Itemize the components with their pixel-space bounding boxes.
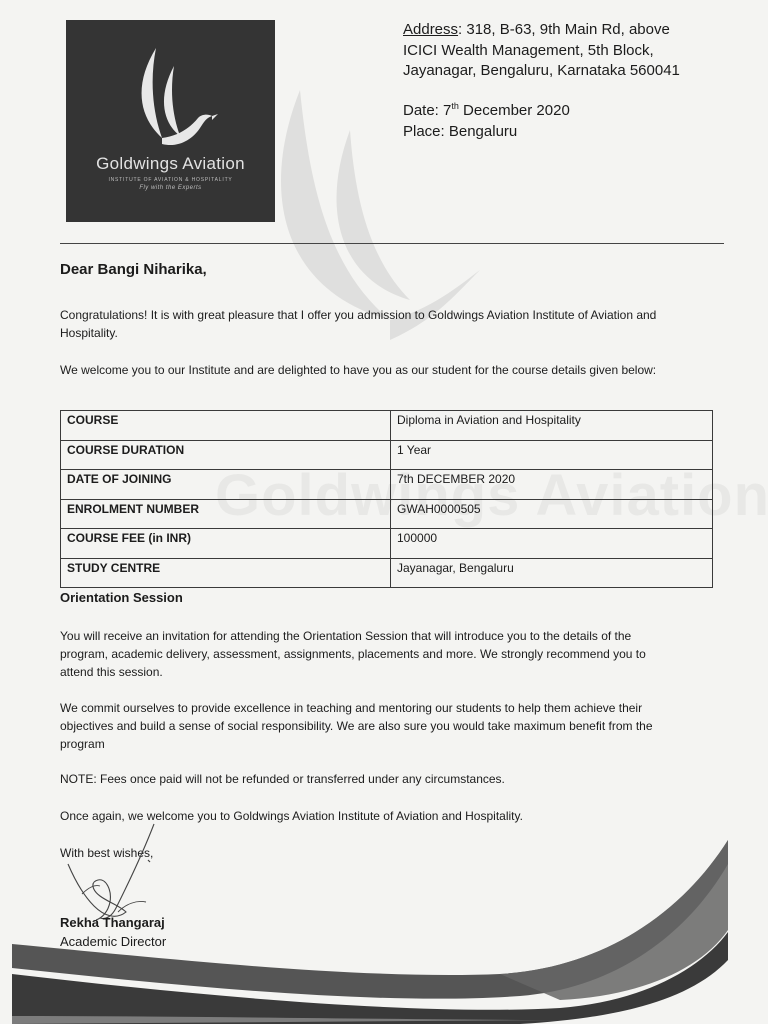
header-divider <box>60 243 724 244</box>
fee-note: NOTE: Fees once paid will not be refunded or transferred under any circumstances. <box>60 772 505 786</box>
table-value: 100000 <box>391 529 713 559</box>
address-line-1: 318, B-63, 9th Main Rd, above <box>466 21 670 38</box>
paragraph-commitment: We commit ourselves to provide excellence in teaching and mentoring our students to help them achieve their objectives and build a sense of social responsibility. We are also sure you would take maximum benefit from the program <box>60 701 653 751</box>
orientation-heading: Orientation Session <box>60 590 183 605</box>
logo-subtitle: INSTITUTE OF AVIATION & HOSPITALITY <box>108 177 233 183</box>
course-details-table <box>60 410 713 588</box>
table-row <box>61 558 713 588</box>
closing-welcome: Once again, we welcome you to Goldwings Aviation Institute of Aviation and Hospitality. <box>60 809 523 823</box>
institute-logo <box>66 20 275 222</box>
table-row <box>61 440 713 470</box>
table-row <box>61 499 713 529</box>
table-key: COURSE <box>61 411 391 441</box>
table-value: 7th DECEMBER 2020 <box>391 470 713 500</box>
address-colon: : <box>458 21 467 38</box>
table-row <box>61 411 713 441</box>
logo-tagline: Fly with the Experts <box>139 185 202 191</box>
date-day: 7 <box>443 102 452 119</box>
table-key: ENROLMENT NUMBER <box>61 499 391 529</box>
bird-logo-icon <box>128 44 218 154</box>
table-value: Diploma in Aviation and Hospitality <box>391 411 713 441</box>
table-key: DATE OF JOINING <box>61 470 391 500</box>
table-value: 1 Year <box>391 440 713 470</box>
paragraph-welcome: We welcome you to our Institute and are delighted to have you as our student for the course details given below: <box>60 363 657 377</box>
table-key: COURSE DURATION <box>61 440 391 470</box>
date-rest: December 2020 <box>458 102 570 119</box>
address-line-3: Jayanagar, Bengaluru, Karnataka 560041 <box>403 62 680 79</box>
table-key: STUDY CENTRE <box>61 558 391 588</box>
decorative-swoosh <box>0 820 768 1024</box>
table-value: GWAH0000505 <box>391 499 713 529</box>
letter-date <box>403 101 570 119</box>
paragraph-orientation: You will receive an invitation for attending the Orientation Session that will introduce you to the details of the program, academic delivery, assessment, assignments, placements and more. We strongly recommend you to attend this session. <box>60 629 646 679</box>
date-suffix: th <box>451 101 459 111</box>
date-label: Date: <box>403 102 444 119</box>
address-line-2: ICICI Wealth Management, 5th Block, <box>403 41 654 59</box>
table-row <box>61 470 713 500</box>
table-key: COURSE FEE (in INR) <box>61 529 391 559</box>
letter-place: Place: Bengaluru <box>403 123 518 140</box>
paragraph-congratulations: Congratulations! It is with great pleasure that I offer you admission to Goldwings Aviation Institute of Aviation and Hospitality. <box>60 308 657 340</box>
address-label: Address <box>403 21 459 38</box>
table-row <box>61 529 713 559</box>
watermark-bird-icon <box>240 70 500 400</box>
salutation: Dear Bangi Niharika, <box>60 261 207 278</box>
signer-title: Academic Director <box>60 934 167 949</box>
address-block <box>403 20 733 82</box>
sign-off: With best wishes, <box>60 846 154 860</box>
logo-name: Goldwings Aviation <box>96 154 245 173</box>
table-value: Jayanagar, Bengaluru <box>391 558 713 588</box>
signer-name: Rekha Thangaraj <box>60 915 165 930</box>
